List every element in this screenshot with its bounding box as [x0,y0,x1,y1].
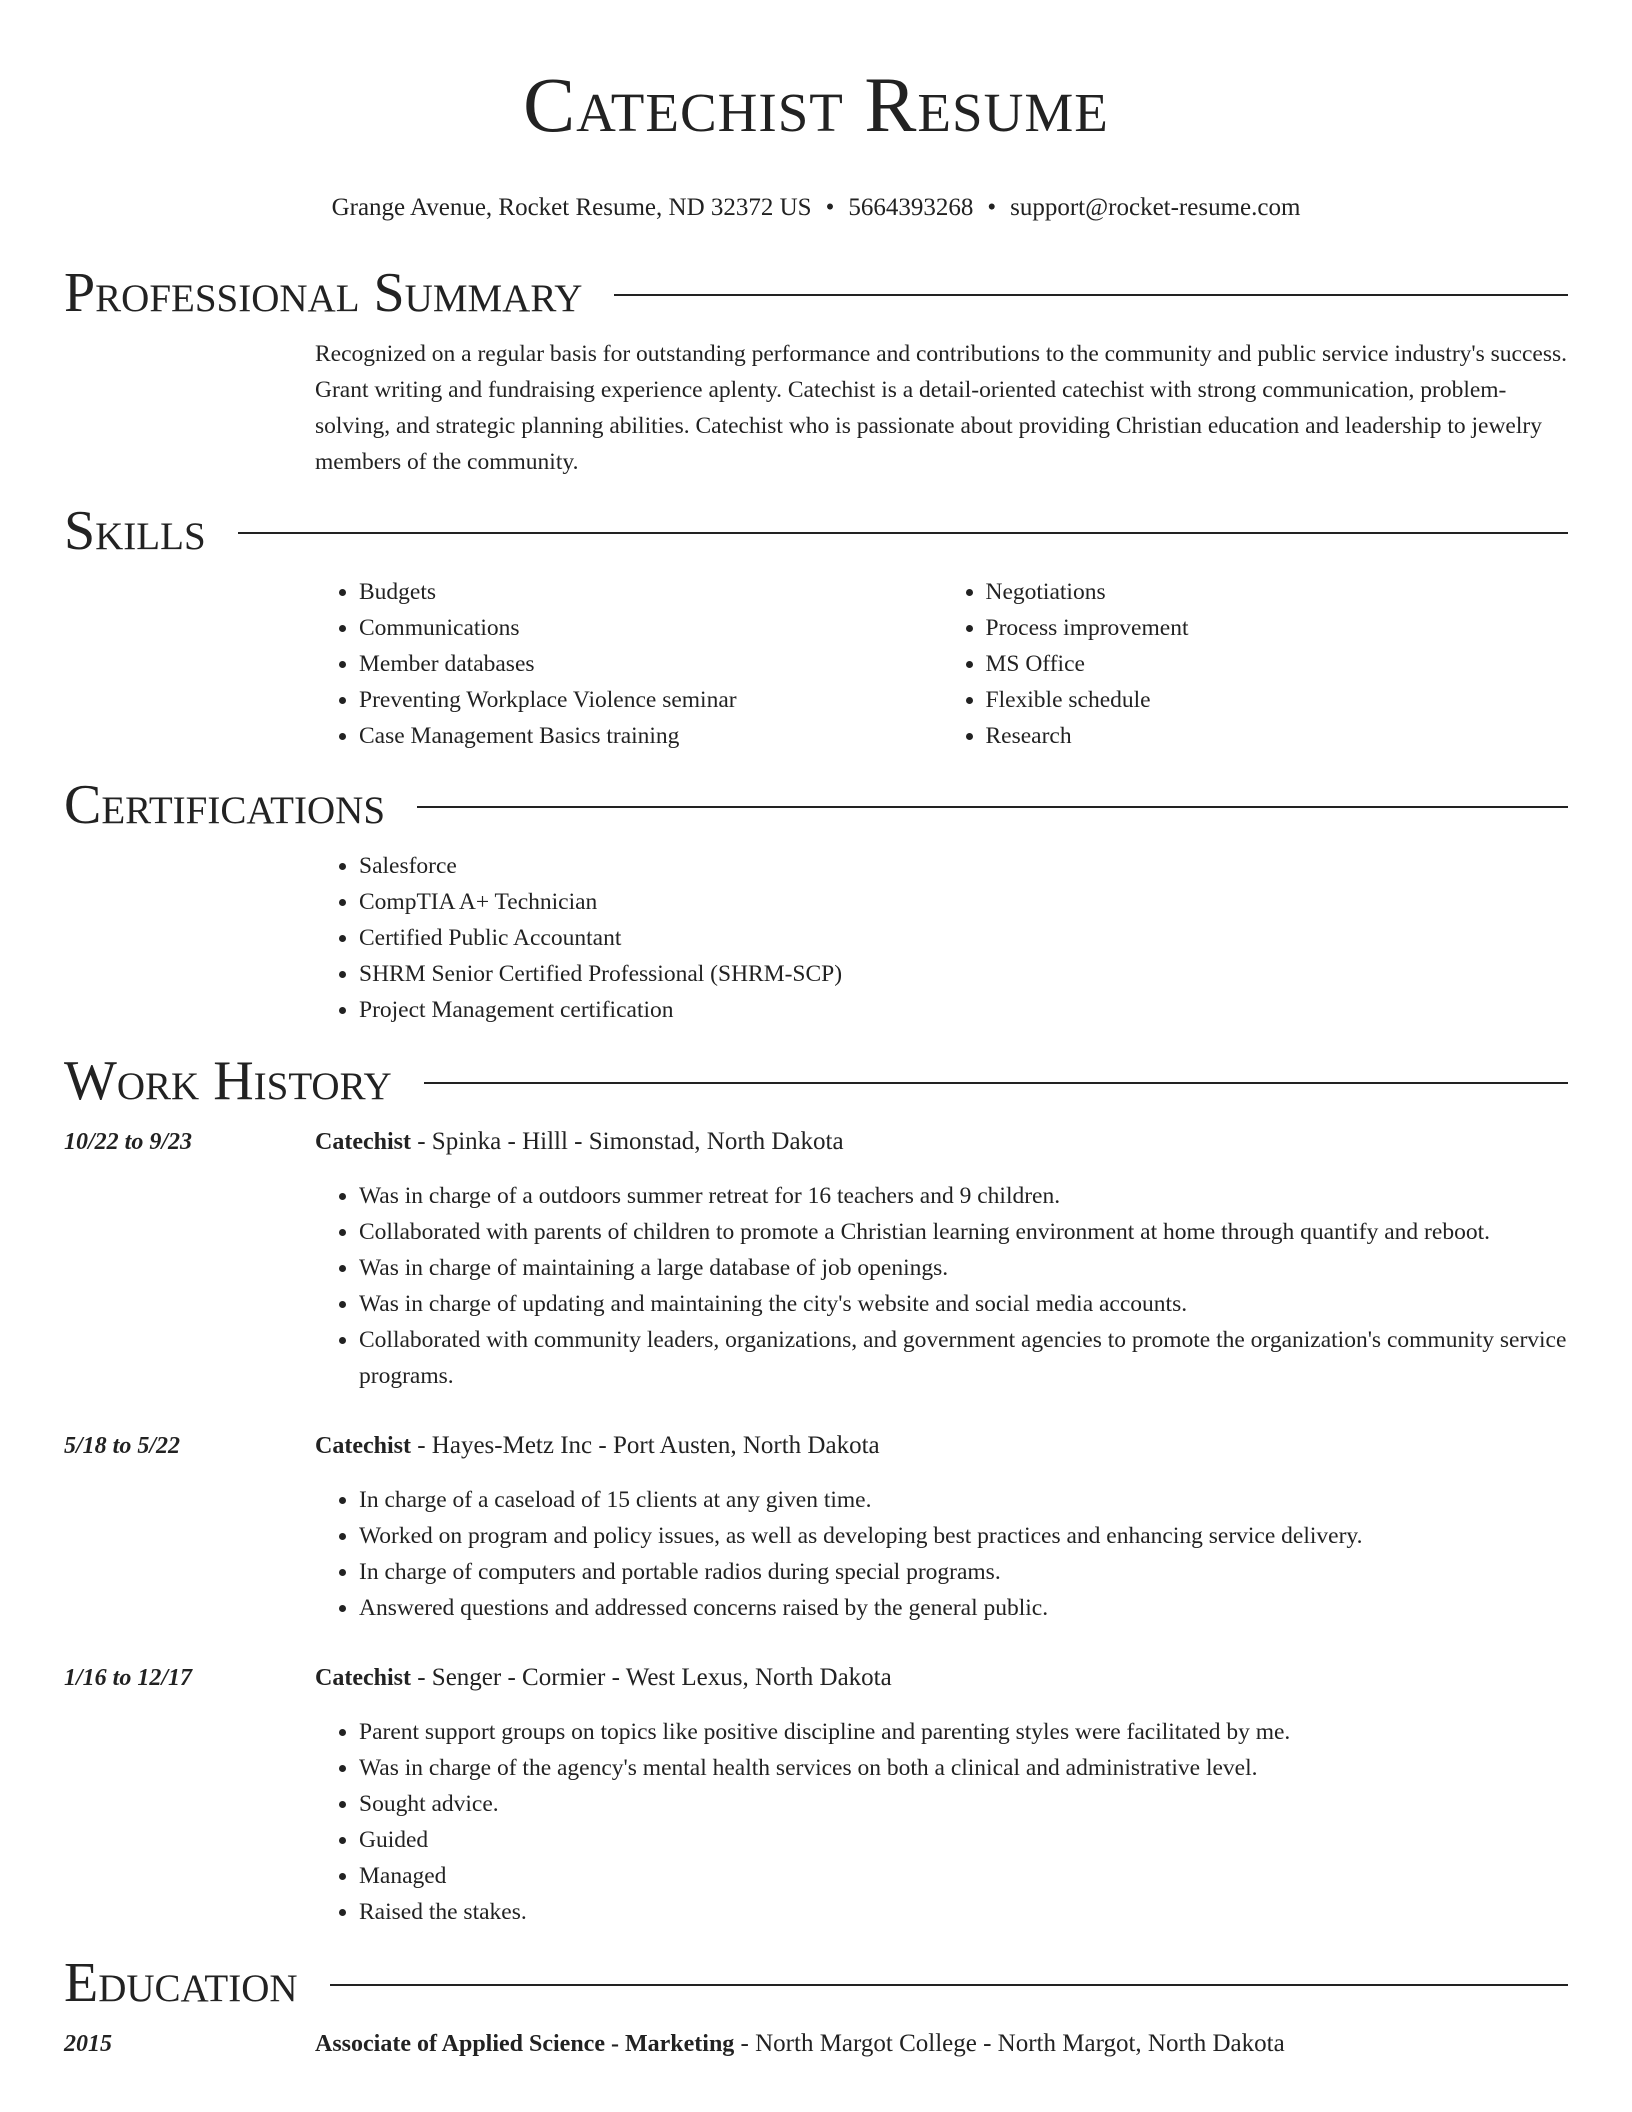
job-bullets [315,1178,1568,1394]
job-bullet: • In charge of a caseload of 15 clients at any given time. [359,1482,1568,1518]
section-title-work: Work History [64,1050,392,1112]
skill-item: • Case Management Basics training [359,718,942,754]
job-bullet: • Parent support groups on topics like positive discipline and parenting styles were facilitated by me. [359,1714,1568,1750]
job-dates: 5/18 to 5/22 [64,1433,181,1459]
section-title-summary: Professional Summary [64,262,583,324]
section-title-skills: Skills [64,500,206,562]
job-dates: 1/16 to 12/17 [64,1665,193,1691]
section-divider [238,532,1568,534]
certification-item: • Salesforce [359,848,1568,884]
job-details [315,1660,1568,1930]
certification-item: • Certified Public Accountant [359,920,1568,956]
section-divider [417,806,1568,808]
education-date: 2015 [64,2031,112,2057]
job-bullet: • Was in charge of a outdoors summer retreat for 16 teachers and 9 children. [359,1178,1568,1214]
contact-line [64,192,1568,224]
section-divider [614,294,1568,296]
certification-item: • Project Management certification [359,992,1568,1028]
job-entry [64,1428,1568,1626]
job-bullet: • In charge of computers and portable radios during special programs. [359,1554,1568,1590]
section-header-summary [64,262,1568,324]
skill-item: • Process improvement [986,610,1569,646]
education-school: - North Margot College - North Margot, North Dakota [734,2030,1285,2057]
job-bullet: • Raised the stakes. [359,1894,1568,1930]
section-divider [424,1082,1568,1084]
contact-phone: 5664393268 [848,194,974,221]
section-header-education [64,1952,1568,2014]
job-bullets [315,1714,1568,1930]
resume-name: Catechist Resume [523,61,1109,148]
job-employer: - Spinka - Hilll - Simonstad, North Dakota [410,1128,844,1155]
job-entry [64,1660,1568,1930]
job-bullet: • Collaborated with parents of children to promote a Christian learning environment at home through quantify and reboot. [359,1214,1568,1250]
skills-grid [315,574,1568,754]
job-bullet: • Collaborated with community leaders, organizations, and government agencies to promote the organization's community service programs. [359,1322,1568,1394]
contact-address: Grange Avenue, Rocket Resume, ND 32372 US [331,194,812,221]
job-bullet: • Was in charge of the agency's mental health services on both a clinical and administrative level. [359,1750,1568,1786]
contact-separator: • [825,194,835,221]
job-details [315,1428,1568,1626]
skill-item: • Preventing Workplace Violence seminar [359,682,942,718]
education-heading [315,2026,1568,2062]
job-bullet: • Managed [359,1858,1568,1894]
skill-item: • Member databases [359,646,942,682]
skills-body [315,574,1568,754]
section-header-skills [64,500,1568,562]
certification-item: • SHRM Senior Certified Professional (SHRM-SCP) [359,956,1568,992]
job-title: Catechist [315,1433,411,1459]
job-dates: 10/22 to 9/23 [64,1129,193,1155]
contact-separator: • [987,194,997,221]
job-bullet: • Worked on program and policy issues, as well as developing best practices and enhancing service delivery. [359,1518,1568,1554]
skill-item: • Research [986,718,1569,754]
job-bullet: • Sought advice. [359,1786,1568,1822]
certifications-body [315,848,1568,1028]
job-title: Catechist [315,1129,411,1155]
skill-item: • Flexible schedule [986,682,1569,718]
job-bullet: • Guided [359,1822,1568,1858]
section-title-certifications: Certifications [64,774,386,836]
job-bullets [315,1482,1568,1626]
summary-text: Recognized on a regular basis for outstanding performance and contributions to the community and public service industry's success. Grant writing and fundraising experience aplenty. Catechist is a detail-oriented catechist with strong communication, problem-solving, and strategic planning abilities. Catechist who is passionate about providing Christian education and leadership to jewelry members of the community. [315,341,1568,475]
summary-body [315,336,1568,480]
job-bullet: • Was in charge of updating and maintaining the city's website and social media accounts. [359,1286,1568,1322]
job-heading [315,1660,1568,1696]
job-heading [315,1428,1568,1464]
education-degree: Associate of Applied Science - Marketing [315,2031,735,2057]
job-bullet: • Answered questions and addressed concerns raised by the general public. [359,1590,1568,1626]
job-details [315,1124,1568,1394]
job-title: Catechist [315,1665,411,1691]
certification-item: • CompTIA A+ Technician [359,884,1568,920]
skill-item: • Communications [359,610,942,646]
skill-item: • Budgets [359,574,942,610]
skills-list-right [942,574,1569,754]
skills-list-left [315,574,942,754]
skill-item: • MS Office [986,646,1569,682]
section-title-education: Education [64,1952,298,2014]
job-heading [315,1124,1568,1160]
job-entry [64,1124,1568,1394]
contact-email: support@rocket-resume.com [1010,194,1301,221]
section-header-certifications [64,774,1568,836]
job-employer: - Senger - Cormier - West Lexus, North Dakota [410,1664,892,1691]
certifications-list [315,848,1568,1028]
skill-item: • Negotiations [986,574,1569,610]
section-header-work [64,1050,1568,1112]
education-entry [64,2026,1568,2062]
section-divider [330,1984,1568,1986]
job-bullet: • Was in charge of maintaining a large database of job openings. [359,1250,1568,1286]
education-details [315,2026,1568,2062]
job-employer: - Hayes-Metz Inc - Port Austen, North Dakota [410,1432,880,1459]
